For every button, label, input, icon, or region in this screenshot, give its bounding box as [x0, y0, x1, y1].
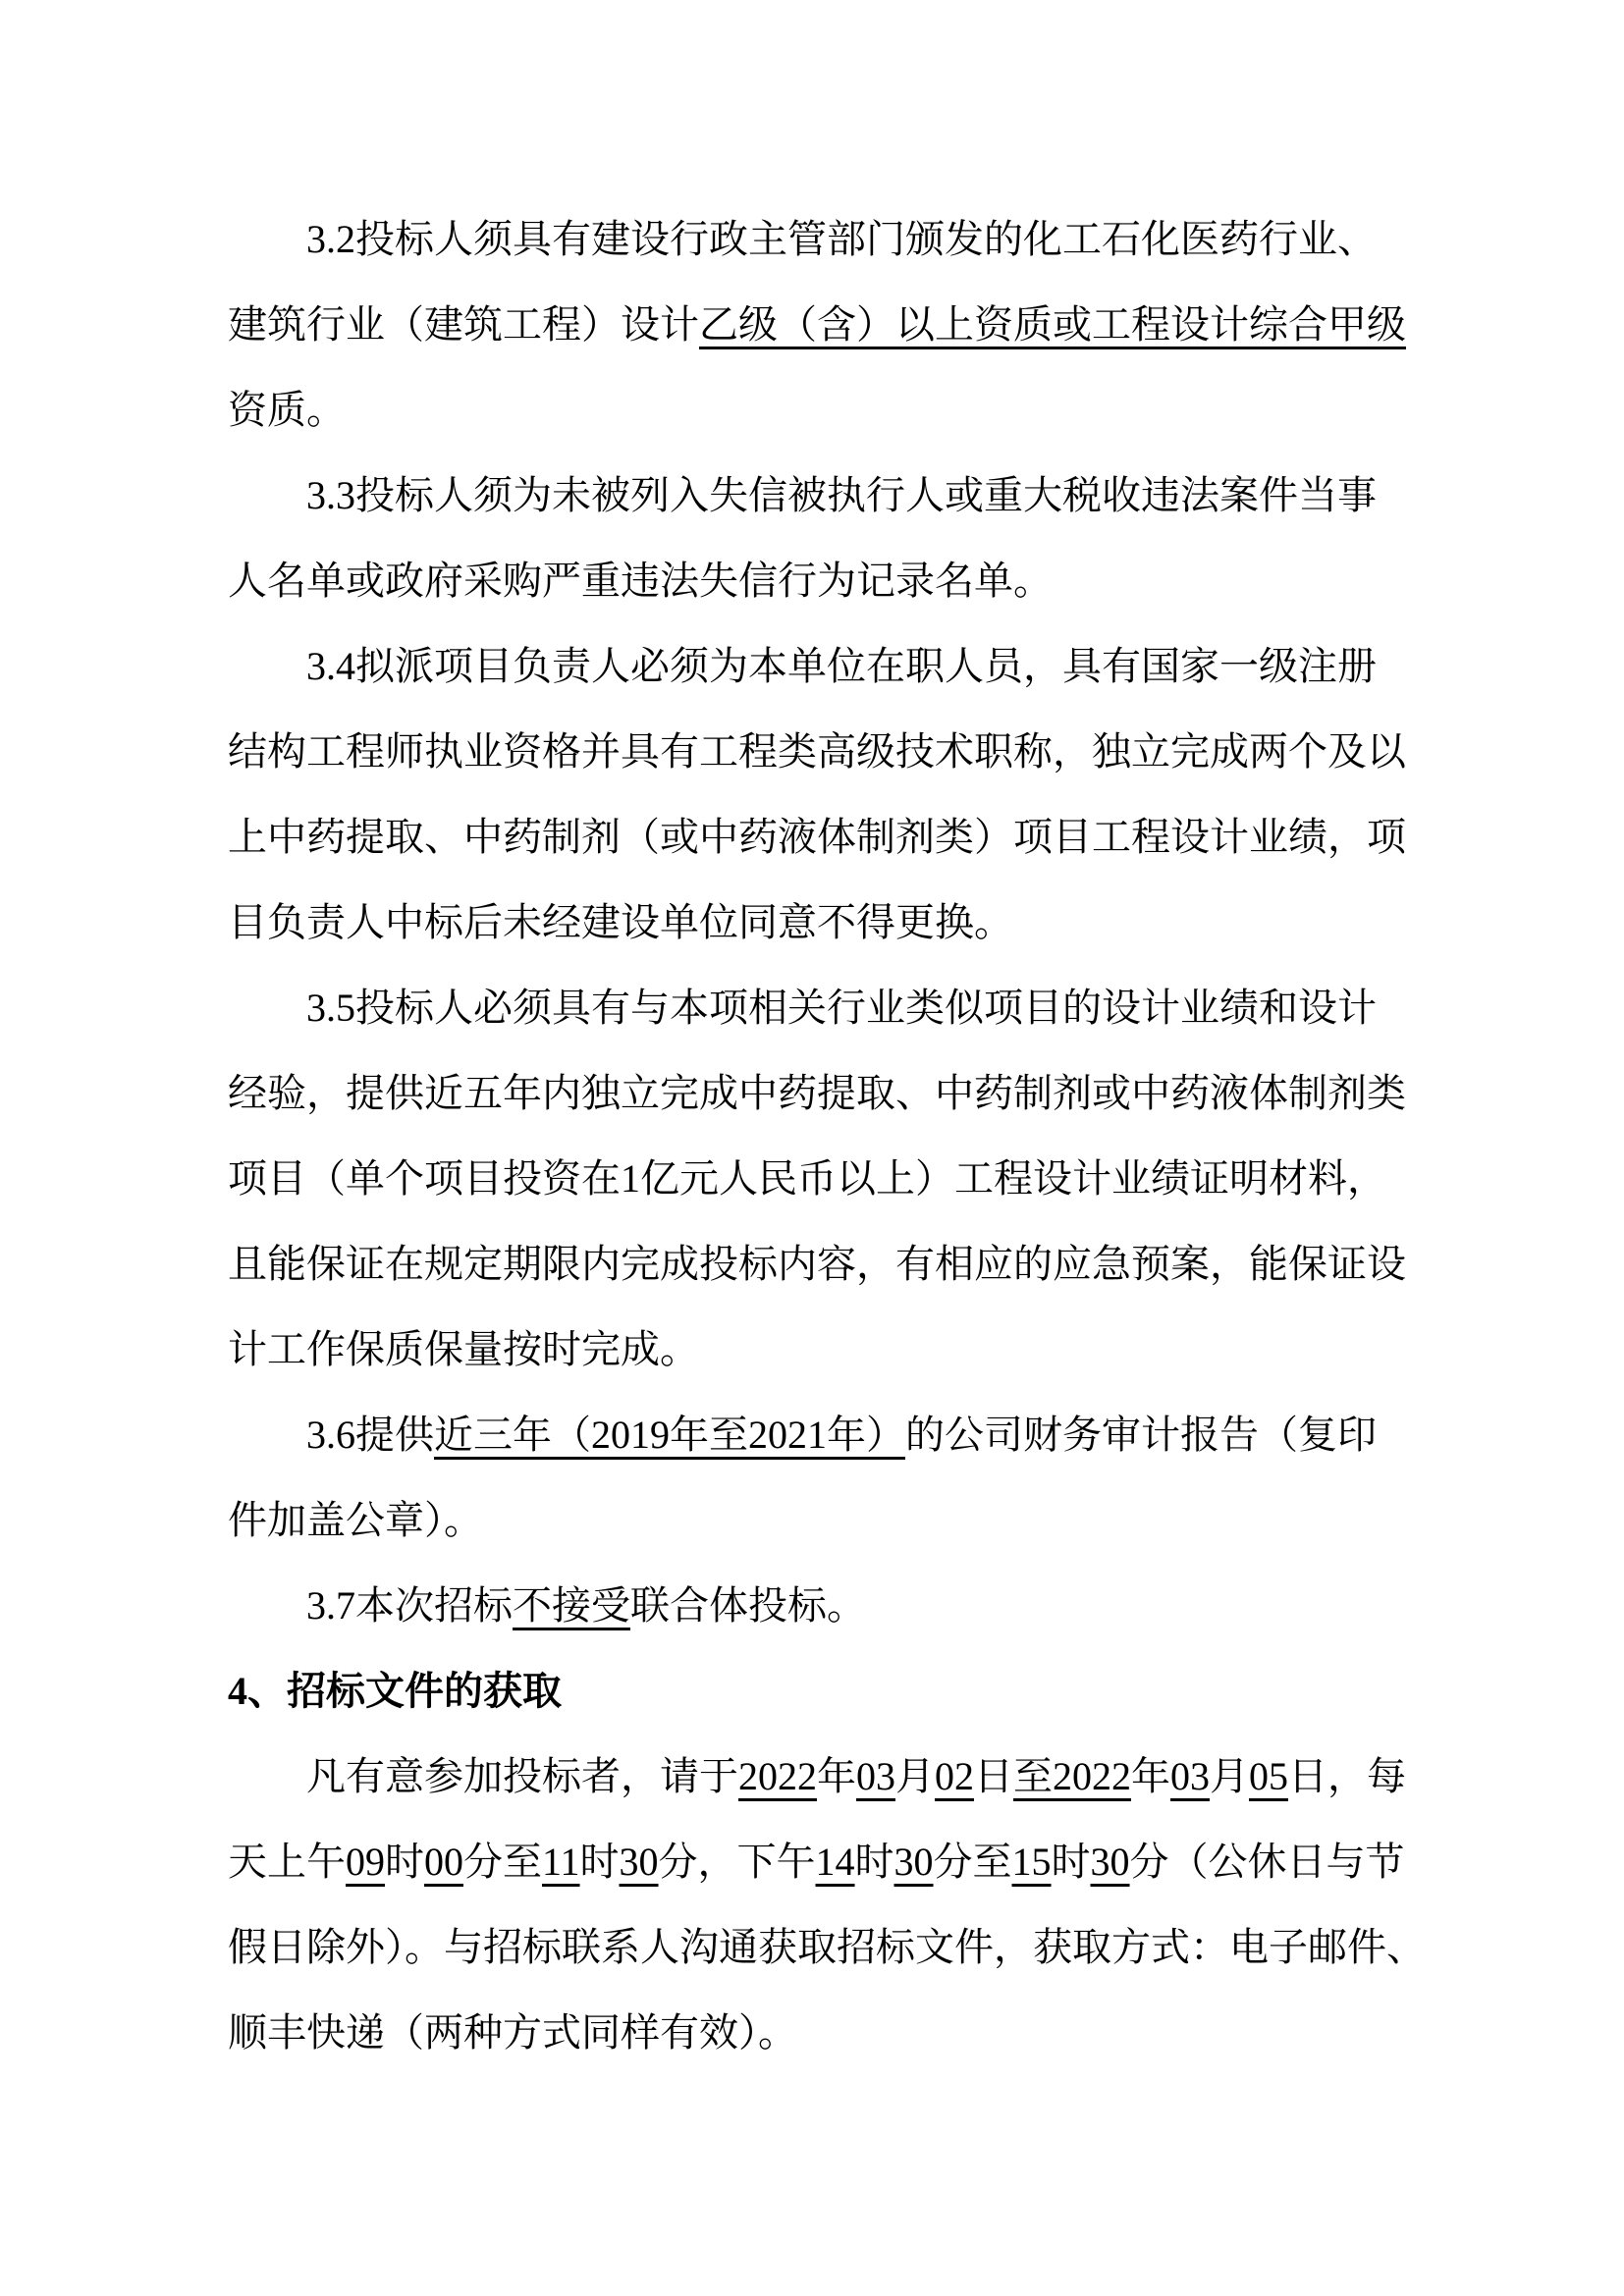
text-run: 天上午	[228, 1840, 346, 1884]
text-line	[228, 1990, 1416, 2075]
text-run: 3.7本次招标	[306, 1583, 513, 1628]
underlined-text-run: 05	[1249, 1754, 1288, 1798]
text-line	[228, 1904, 1426, 1990]
underlined-text-run: 30	[1090, 1840, 1130, 1884]
text-run: 结构工程师执业资格并具有工程类高级技术职称，独立完成两个及以	[228, 729, 1406, 774]
underlined-text-run: 15	[1011, 1840, 1052, 1884]
text-run: 年	[1131, 1754, 1170, 1798]
text-line	[228, 1734, 1416, 1819]
text-line	[228, 965, 1416, 1050]
text-run: 3.5投标人必须具有与本项相关行业类似项目的设计业绩和设计	[306, 986, 1377, 1030]
text-run: 上中药提取、中药制剂（或中药液体制剂类）项目工程设计业绩，项	[228, 815, 1406, 859]
text-run: 3.3投标人须为未被列入失信被执行人或重大税收违法案件当事	[306, 473, 1377, 517]
text-line	[228, 709, 1416, 794]
text-run: 日，每	[1288, 1754, 1406, 1798]
underlined-text-run: 至2022	[1013, 1754, 1131, 1798]
text-run: 人名单或政府采购严重违法失信行为记录名单。	[228, 559, 1053, 603]
text-run: 时	[579, 1840, 620, 1884]
underlined-text-run: 30	[619, 1840, 659, 1884]
text-run: 分（公休日与节	[1129, 1840, 1405, 1884]
text-line	[228, 1563, 1416, 1648]
underlined-text-run: 近三年（2019年至2021年）	[434, 1413, 905, 1457]
text-line	[228, 1819, 1416, 1904]
underlined-text-run: 30	[893, 1840, 934, 1884]
text-run: 的公司财务审计报告（复印	[905, 1413, 1377, 1457]
text-run: 顺丰快递（两种方式同样有效）。	[228, 2010, 797, 2055]
text-line	[228, 538, 1416, 623]
text-run: 项目（单个项目投资在1亿元人民币以上）工程设计业绩证明材料，	[228, 1156, 1386, 1201]
text-line	[228, 1221, 1416, 1307]
text-run: 目负责人中标后未经建设单位同意不得更换。	[228, 900, 1013, 944]
text-line	[228, 282, 1416, 367]
clause-3-4	[228, 623, 1416, 965]
text-run: 3.4拟派项目负责人必须为本单位在职人员，具有国家一级注册	[306, 644, 1377, 688]
underlined-text-run: 乙级（含）以上资质或工程设计综合甲级	[699, 302, 1406, 347]
text-line	[228, 1136, 1416, 1221]
text-run: 资质。	[228, 388, 346, 432]
underlined-text-run: 02	[935, 1754, 974, 1798]
underlined-text-run: 03	[1170, 1754, 1210, 1798]
text-run: 计工作保质保量按时完成。	[228, 1327, 699, 1371]
underlined-text-run: 2022	[738, 1754, 817, 1798]
text-run: 月	[895, 1754, 935, 1798]
text-run: 凡有意参加投标者，请于	[306, 1754, 738, 1798]
text-line	[228, 794, 1416, 880]
text-run: 经验，提供近五年内独立完成中药提取、中药制剂或中药液体制剂类	[228, 1071, 1406, 1115]
underlined-text-run: 09	[346, 1840, 385, 1884]
text-run: 假日除外）。与招标联系人沟通获取招标文件，获取方式：电子邮件、	[228, 1925, 1426, 1969]
text-run: 时	[1051, 1840, 1091, 1884]
clause-3-7	[228, 1563, 1416, 1648]
document-content	[228, 196, 1426, 2075]
section-4-heading	[228, 1648, 1416, 1734]
text-line	[228, 1050, 1416, 1136]
text-run: 3.2投标人须具有建设行政主管部门颁发的化工石化医药行业、	[306, 217, 1377, 261]
text-run: 4、招标文件的获取	[228, 1669, 562, 1713]
underlined-text-run: 00	[424, 1840, 463, 1884]
text-line	[228, 1392, 1416, 1477]
text-run: 分，下午	[658, 1840, 816, 1884]
clause-3-3	[228, 453, 1416, 623]
text-run: 件加盖公章）。	[228, 1498, 483, 1542]
clause-3-5	[228, 965, 1416, 1392]
text-run: 3.6提供	[306, 1413, 434, 1457]
section-heading	[228, 1648, 1416, 1734]
text-line	[228, 453, 1416, 538]
text-run: 联合体投标。	[630, 1583, 866, 1628]
clause-3-2	[228, 196, 1416, 453]
text-line	[228, 1307, 1416, 1392]
text-run: 日	[974, 1754, 1013, 1798]
text-run: 建筑行业（建筑工程）设计	[228, 302, 699, 347]
text-line	[228, 196, 1416, 282]
text-run: 年	[817, 1754, 856, 1798]
text-line	[228, 367, 1416, 453]
text-run: 月	[1210, 1754, 1249, 1798]
text-run: 分至	[933, 1840, 1012, 1884]
text-line	[228, 1477, 1416, 1563]
text-run: 时	[854, 1840, 894, 1884]
text-run: 分至	[463, 1840, 542, 1884]
section-4-body	[228, 1734, 1426, 2075]
clause-3-6	[228, 1392, 1416, 1563]
text-run: 时	[385, 1840, 424, 1884]
underlined-text-run: 03	[856, 1754, 895, 1798]
underlined-text-run: 14	[815, 1840, 855, 1884]
underlined-text-run: 不接受	[513, 1583, 630, 1628]
underlined-text-run: 11	[542, 1840, 580, 1884]
text-run: 且能保证在规定期限内完成投标内容，有相应的应急预案，能保证设	[228, 1242, 1406, 1286]
text-line	[228, 880, 1416, 965]
text-line	[228, 623, 1416, 709]
